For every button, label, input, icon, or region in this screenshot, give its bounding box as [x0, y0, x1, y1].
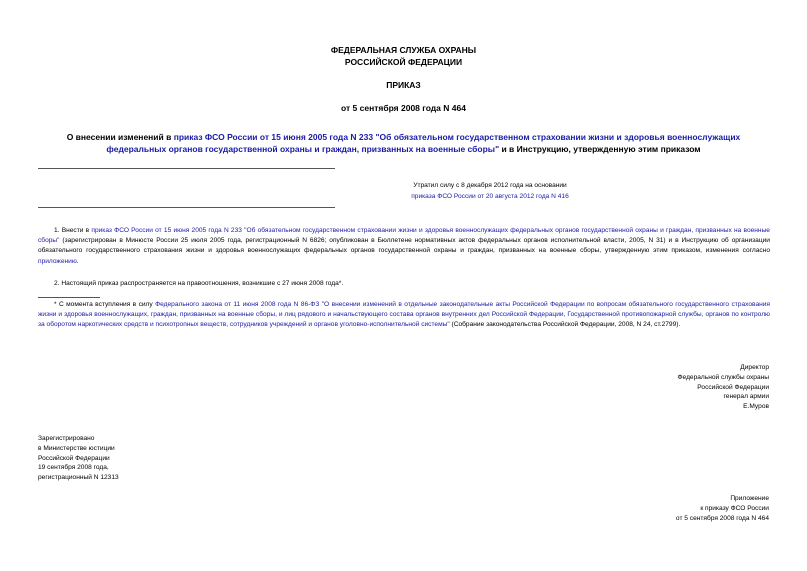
registration-line: 19 сентября 2008 года, — [38, 464, 109, 472]
registration-line: Российской Федерации — [38, 454, 110, 462]
paragraph-2: 2. Настоящий приказ распространяется на правоотношения, возникшие с 27 июня 2008 года*. — [54, 280, 344, 287]
footnote — [38, 300, 770, 331]
signature-line: Федеральной службы охраны — [677, 373, 769, 381]
divider-bottom — [38, 207, 335, 208]
signature-name: Е.Муров — [743, 403, 769, 411]
footnote-link-law-86fz[interactable]: Федерального закона от 11 июня 2008 года N 86-ФЗ "О внесении изменений в отдельные законодательные акты Российской Федерации по вопросам обязательного государственного страхования жизни и здоровья военнослужащих, граждан, призванных на военные сборы, и лиц рядового и начальствующего состава органов внутренних дел Российской Федерации, Государственной противопожарной службы, органов по контролю за оборотом наркотических средств и психотропных веществ, сотрудников учреждений и органов уголовно-исполнительной системы" — [38, 301, 771, 329]
footnote-divider — [38, 297, 100, 298]
para1-link-order-233[interactable]: приказ ФСО России от 15 июня 2005 года N 233 "Об обязательном государственном страховании жизни и здоровья военнослужащих федеральных органов государственной охраны и граждан, призванных на военные сборы" — [38, 227, 770, 245]
registration-line: в Министерстве юстиции — [38, 444, 115, 452]
signature-line: Директор — [740, 364, 769, 371]
doc-date: от 5 сентября 2008 года N 464 — [341, 103, 466, 113]
footnote-text-2: (Собрание законодательства Российской Федерации, 2008, N 24, ст.2799). — [449, 321, 681, 329]
registration-block — [38, 434, 119, 483]
status-link-order-416[interactable]: приказа ФСО России от 20 августа 2012 года N 416 — [411, 193, 569, 200]
status-text: Утратил силу с 8 декабря 2012 года на основании — [413, 182, 567, 189]
doc-title — [50, 131, 757, 155]
paragraph-1 — [38, 226, 770, 267]
para1-text-1: 1. Внести в — [54, 227, 92, 234]
signature-line: генерал армии — [723, 393, 769, 401]
doc-type: ПРИКАЗ — [386, 80, 421, 90]
registration-line: Зарегистрировано — [38, 435, 95, 442]
para1-text-3: . — [76, 257, 79, 265]
para1-link-appendix[interactable]: приложению — [38, 257, 77, 265]
divider-top — [38, 168, 335, 169]
appendix-line: к приказу ФСО России — [700, 504, 769, 512]
signature-line: Российской Федерации — [697, 383, 769, 391]
para1-text-2: (зарегистрирован в Минюсте России 25 июля 2005 года, регистрационный N 6826; опубликован в Бюллетене нормативных актов федеральных органов исполнительной власти, 2005, N 31) и в Инструкцию об организации обязательного государственного страхования жизни и здоровья военнослужащих федеральных органов государственной охраны и граждан, призванных на военные сборы, утвержденную этим приказом, изменения согласно — [38, 237, 770, 255]
title-suffix: и в Инструкцию, утвержденную этим приказом — [499, 144, 701, 154]
appendix-line: от 5 сентября 2008 года N 464 — [675, 514, 769, 522]
title-prefix: О внесении изменений в — [66, 132, 174, 142]
appendix-title: Приложение — [730, 495, 769, 502]
appendix-block — [676, 494, 769, 523]
registration-line: регистрационный N 12313 — [38, 474, 119, 482]
signature-block — [678, 363, 769, 412]
org-name-line2: РОССИЙСКОЙ ФЕДЕРАЦИИ — [344, 57, 463, 67]
title-link-order-233[interactable]: приказ ФСО России от 15 июня 2005 года N 233 "Об обязательном государственном страховании жизни и здоровья военнослужащих федеральных органов государственной охраны и граждан, призванных на военные сборы" — [106, 132, 741, 154]
footnote-text-1: * С момента вступления в силу — [54, 301, 156, 308]
org-name-line1: ФЕДЕРАЛЬНАЯ СЛУЖБА ОХРАНЫ — [330, 45, 477, 55]
